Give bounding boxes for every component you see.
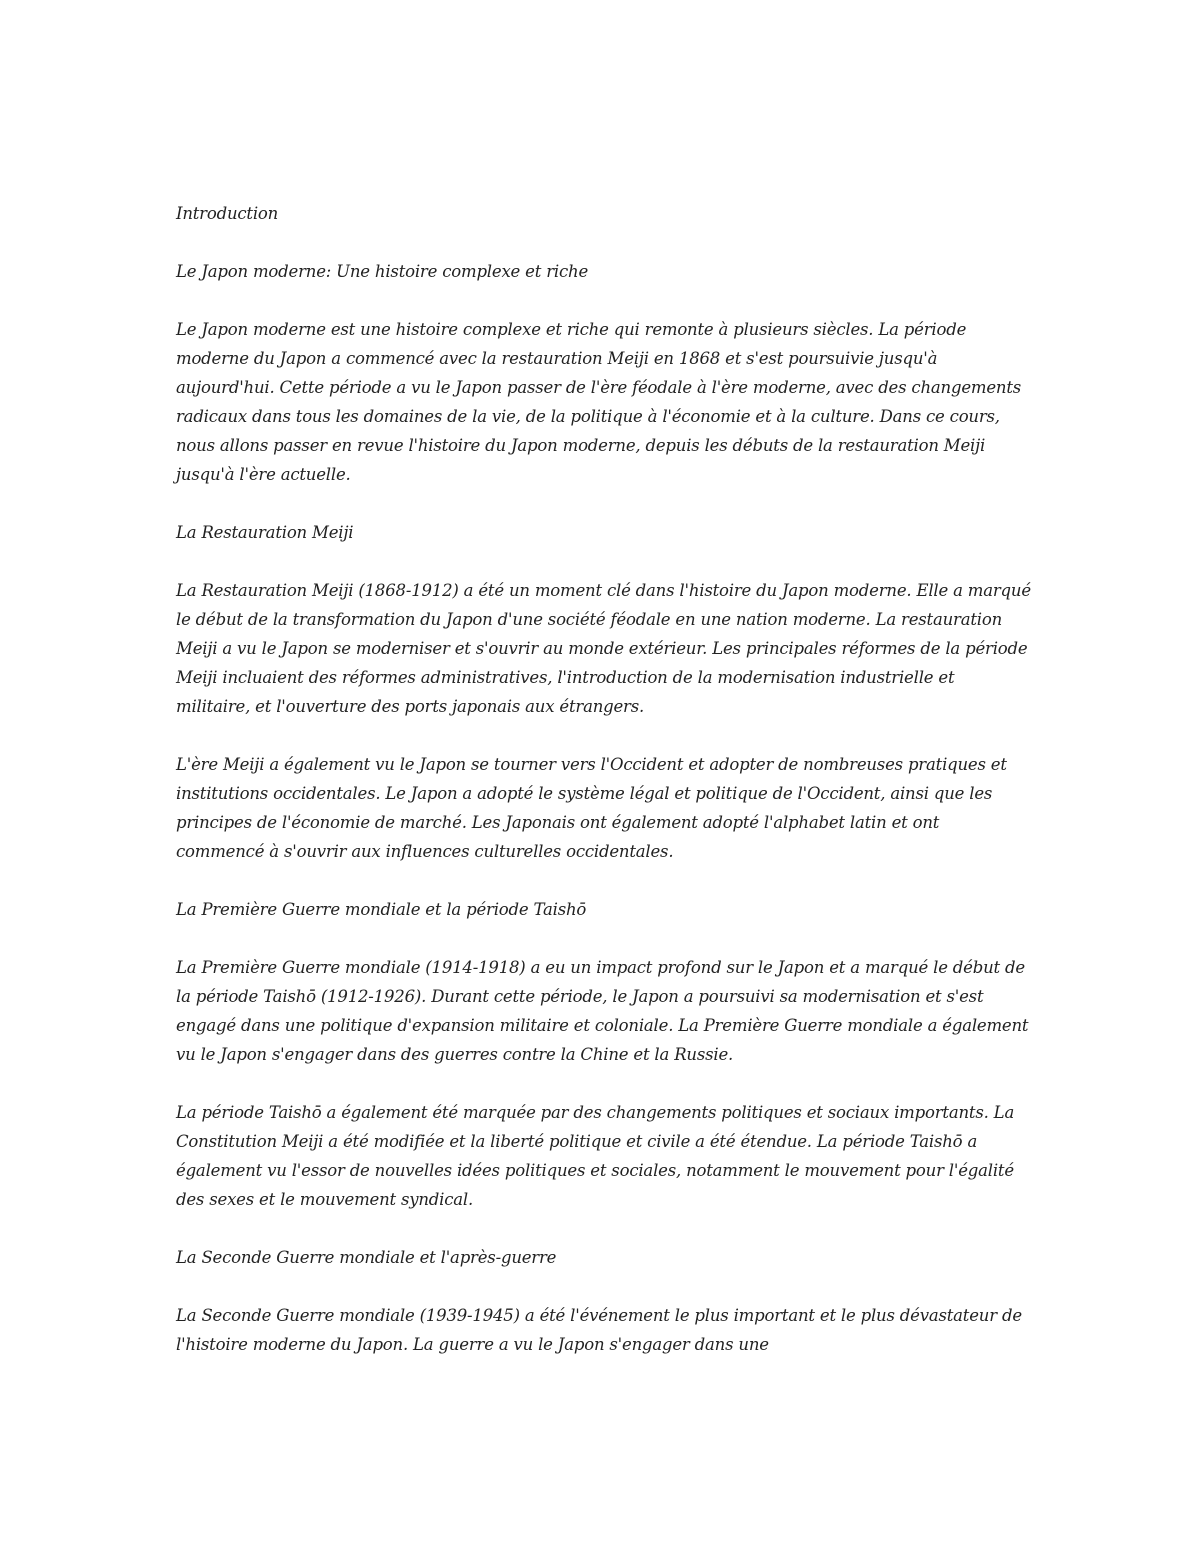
paragraph-taisho-2: La période Taishō a également été marquée par des changements politiques et sociaux importants. La Constitution Meiji a été modifiée et la liberté politique et civile a été étendue. La période Taishō a également vu l'essor de nouvelles idées politiques et sociales, notamment le mouvement pour l'égalité des sexes et le mouvement syndical. [176, 1103, 1015, 1209]
paragraph-meiji-1: La Restauration Meiji (1868-1912) a été un moment clé dans l'histoire du Japon moderne. Elle a marqué le début de la transformation du Japon d'une société féodale en une nation moderne. La restauration Meiji a vu le Japon se moderniser et s'ouvrir au monde extérieur. Les principales réformes de la période Meiji incluaient des réformes administratives, l'introduction de la modernisation industrielle et militaire, et l'ouverture des ports japonais aux étrangers. [176, 581, 1031, 716]
document-subtitle: Le Japon moderne: Une histoire complexe et riche [176, 262, 589, 281]
document-body [176, 199, 1031, 1388]
document-title: Introduction [176, 204, 279, 223]
section-heading-taisho: La Première Guerre mondiale et la période Taishō [176, 900, 587, 919]
section-heading-meiji: La Restauration Meiji [176, 523, 354, 542]
paragraph-meiji-2: L'ère Meiji a également vu le Japon se tourner vers l'Occident et adopter de nombreuses pratiques et institutions occidentales. Le Japon a adopté le système légal et politique de l'Occident, ainsi que les principes de l'économie de marché. Les Japonais ont également adopté l'alphabet latin et ont commencé à s'ouvrir aux influences culturelles occidentales. [176, 755, 1007, 861]
paragraph-ww2-1: La Seconde Guerre mondiale (1939-1945) a été l'événement le plus important et le plus dévastateur de l'histoire moderne du Japon. La guerre a vu le Japon s'engager dans une [176, 1306, 1022, 1354]
section-heading-ww2: La Seconde Guerre mondiale et l'après-guerre [176, 1248, 557, 1267]
paragraph-taisho-1: La Première Guerre mondiale (1914-1918) a eu un impact profond sur le Japon et a marqué le début de la période Taishō (1912-1926). Durant cette période, le Japon a poursuivi sa modernisation et s'est engagé dans une politique d'expansion militaire et coloniale. La Première Guerre mondiale a également vu le Japon s'engager dans des guerres contre la Chine et la Russie. [176, 958, 1029, 1064]
intro-paragraph: Le Japon moderne est une histoire complexe et riche qui remonte à plusieurs siècles. La période moderne du Japon a commencé avec la restauration Meiji en 1868 et s'est poursuivie jusqu'à aujourd'hui. Cette période a vu le Japon passer de l'ère féodale à l'ère moderne, avec des changements radicaux dans tous les domaines de la vie, de la politique à l'économie et à la culture. Dans ce cours, nous allons passer en revue l'histoire du Japon moderne, depuis les débuts de la restauration Meiji jusqu'à l'ère actuelle. [176, 320, 1022, 484]
